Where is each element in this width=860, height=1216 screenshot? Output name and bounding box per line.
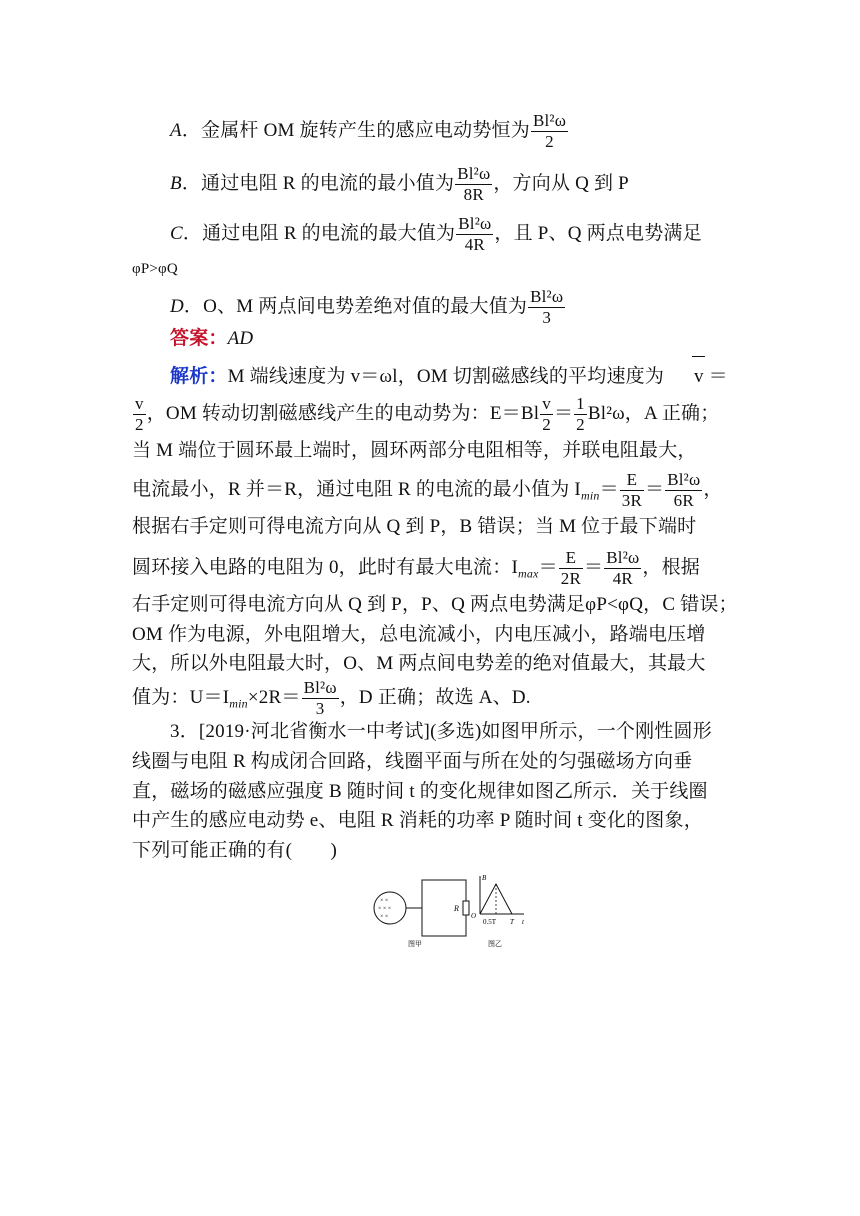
analysis-line-10: 值为：$U=I_{min}\times 2R=$ $\frac{\text{Bl²ω}}{3}$ ，D 正确；故选 A、D. — [132, 678, 531, 718]
analysis-line-6: 圆环接入电路的电阻为 0，此时有最大电流：$I_{max}=$ $\frac{E}{2R}$ ＝ $\frac{\text{Bl²ω}}{4R}$ ，根据 — [132, 548, 700, 588]
option-c-continued: φP>φQ — [132, 261, 178, 277]
svg-text:T: T — [510, 918, 514, 926]
analysis-line-9: 大，所以外电阻最大时，O、M 两点间电势差的绝对值最大，其最大 — [132, 653, 706, 674]
analysis-line-5: 根据右手定则可得电流方向从 Q 到 P，B 错误；当 M 位于最下端时 — [132, 516, 697, 537]
analysis-line-8: OM 作为电源，外电阻增大，总电流减小，内电压减小，路端电压增 — [132, 624, 706, 645]
svg-text:× × ×: × × × — [378, 906, 392, 912]
option-c: C．通过电阻 R 的电流的最大值为 $\frac{\text{Bl²ω}}{4R}$ ，且 P、Q 两点电势满足 — [170, 214, 702, 254]
fraction: $\frac{\text{Bl²ω}}{2}$ — [532, 111, 567, 151]
question-3-line-4: 中产生的感应电动势 e、电阻 R 消耗的功率 P 随时间 t 变化的图象， — [132, 810, 703, 831]
svg-text:R: R — [454, 904, 459, 913]
svg-text:O: O — [471, 912, 477, 920]
svg-text:0.5T: 0.5T — [483, 918, 497, 926]
analysis-line-7: 右手定则可得电流方向从 Q 到 P，P、Q 两点电势满足φP<φQ，C 错误； — [132, 594, 738, 615]
option-a: A．金属杆 OM 旋转产生的感应电动势恒为 $\frac{\text{Bl²ω}}{2}$ — [170, 111, 567, 151]
svg-text:图乙: 图乙 — [488, 940, 502, 948]
analysis-line-2: $\frac{v}{2}$ ，OM 转动切割磁感线产生的电动势为：E＝Bl $\frac{v}{2}$ ＝ $\frac{1}{2}$ Bl²ω，A 正确； — [135, 394, 720, 434]
analysis-line-4: 电流最小，R 并＝R，通过电阻 R 的电流的最小值为 $I_{min}=$ $\frac{E}{3R}$ ＝ $\frac{\text{Bl²ω}}{6R}$ ， — [132, 470, 723, 510]
figure-jia — [374, 880, 469, 948]
fraction: $\frac{\text{Bl²ω}}{3}$ — [530, 287, 564, 327]
question-3-line-2: 线圈与电阻 R 构成闭合回路，线圈平面与所在处的匀强磁场方向垂 — [132, 751, 693, 772]
question-3-line-3: 直，磁场的磁感应强度 B 随时间 t 的变化规律如图乙所示．关于线圈 — [132, 781, 708, 802]
analysis-line-1: 解析：M 端线速度为 v＝ωl，OM 切割磁感线的平均速度为 v ＝ — [170, 364, 730, 390]
fraction: $\frac{\text{Bl²ω}}{4R}$ — [458, 214, 492, 254]
figure-yi — [471, 874, 525, 948]
svg-text:× ×: × × — [380, 914, 389, 920]
svg-text:t: t — [522, 918, 524, 926]
option-b: B．通过电阻 R 的电流的最小值为 $\frac{\text{Bl²ω}}{8R}$ ，方向从 Q 到 P — [170, 164, 629, 204]
circuit-and-graph-figure — [370, 868, 530, 950]
answer-line: 答案：AD — [170, 328, 254, 349]
resistor — [463, 901, 469, 915]
svg-text:× ×: × × — [380, 898, 389, 904]
question-3-line-5: 下列可能正确的有( ) — [132, 840, 338, 861]
svg-text:B: B — [482, 874, 487, 882]
fraction: $\frac{\text{Bl²ω}}{8R}$ — [457, 164, 491, 204]
question-3-line-1: 3．[2019·河北省衡水一中考试](多选)如图甲所示，一个刚性圆形 — [170, 721, 712, 742]
overline-mark — [692, 356, 705, 357]
svg-text:图甲: 图甲 — [408, 940, 422, 948]
option-d: D．O、M 两点间电势差绝对值的最大值为 $\frac{\text{Bl²ω}}{3}$ — [170, 287, 564, 327]
analysis-line-3: 当 M 端位于圆环最上端时，圆环两部分电阻相等，并联电阻最大， — [132, 440, 697, 461]
